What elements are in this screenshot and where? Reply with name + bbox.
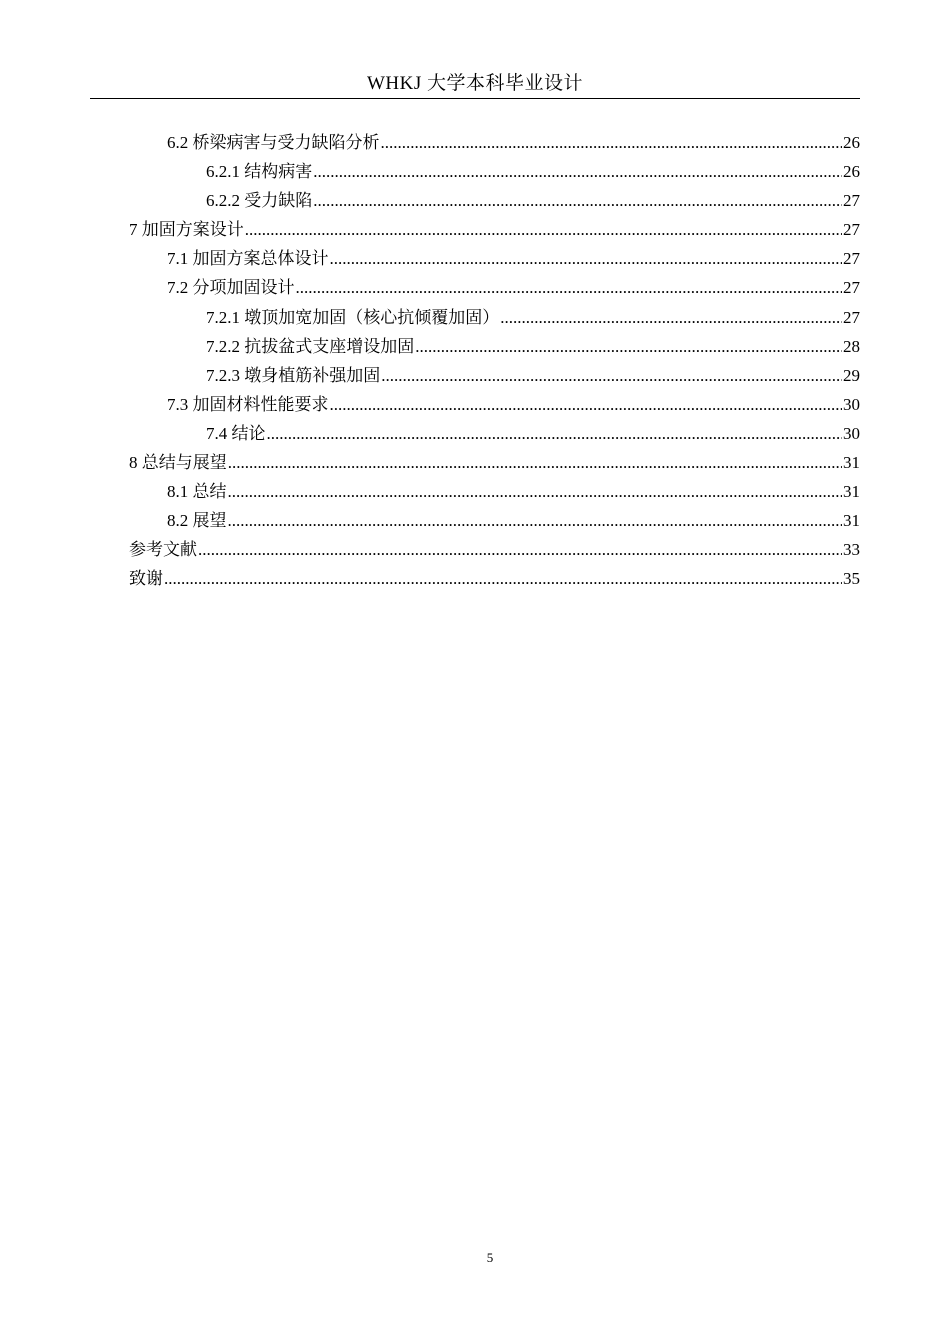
toc-entry-page: 27: [843, 278, 860, 298]
toc-entry[interactable]: [129, 273, 860, 302]
toc-dot-leader: [313, 186, 842, 215]
toc-entry-title: 6.2.1 结构病害: [206, 162, 313, 182]
toc-entry-title: 8.2 展望: [167, 511, 227, 531]
toc-dot-leader: [228, 477, 843, 506]
toc-entry-title: 7.2.3 墩身植筋补强加固: [206, 365, 381, 385]
toc-entry-title: 7.2.1 墩顶加宽加固（核心抗倾覆加固）: [206, 307, 500, 327]
toc-entry-page: 29: [843, 365, 860, 385]
toc-entry-page: 31: [843, 482, 860, 502]
toc-dot-leader: [381, 128, 843, 157]
toc-entry-page: 31: [843, 511, 860, 531]
toc-entry[interactable]: [129, 157, 860, 186]
toc-dot-leader: [164, 564, 842, 593]
toc-dot-leader: [228, 448, 842, 477]
toc-entry-page: 26: [843, 133, 860, 152]
toc-entry-page: 27: [843, 220, 860, 240]
toc-entry[interactable]: [129, 564, 860, 593]
toc-entry-title: 8.1 总结: [167, 482, 227, 502]
toc-entry-title: 6.2.2 受力缺陷: [206, 191, 313, 211]
toc-entry-page: 26: [843, 162, 860, 182]
toc-entry-title: 致谢: [129, 569, 163, 589]
page-header-title: WHKJ 大学本科毕业设计: [366, 73, 584, 94]
toc-entry-title: 6.2 桥梁病害与受力缺陷分析: [167, 133, 380, 152]
toc-dot-leader: [330, 244, 843, 273]
toc-dot-leader: [500, 303, 842, 332]
toc-entry[interactable]: [129, 506, 860, 535]
table-of-contents: [129, 128, 860, 594]
toc-dot-leader: [330, 390, 843, 419]
toc-dot-leader: [415, 332, 842, 361]
toc-entry-page: 28: [843, 336, 860, 356]
toc-entry[interactable]: [129, 361, 860, 390]
toc-dot-leader: [228, 506, 843, 535]
toc-entry[interactable]: [129, 419, 860, 448]
header-divider: [90, 98, 860, 99]
toc-dot-leader: [313, 157, 842, 186]
toc-entry[interactable]: [129, 535, 860, 564]
toc-dot-leader: [267, 419, 843, 448]
toc-entry-page: 35: [843, 569, 860, 589]
toc-entry[interactable]: [129, 303, 860, 332]
toc-entry-title: 7.4 结论: [206, 423, 266, 443]
toc-dot-leader: [381, 361, 842, 390]
toc-entry[interactable]: [129, 215, 860, 244]
toc-entry-title: 7.1 加固方案总体设计: [167, 249, 329, 269]
toc-entry-page: 27: [843, 191, 860, 211]
toc-dot-leader: [296, 273, 843, 302]
toc-entry-page: 27: [843, 307, 860, 327]
toc-entry[interactable]: [129, 448, 860, 477]
toc-entry[interactable]: [129, 332, 860, 361]
toc-entry-title: 7 加固方案设计: [129, 220, 244, 240]
toc-entry-page: 31: [843, 453, 860, 473]
toc-entry[interactable]: [129, 244, 860, 273]
toc-entry-title: 7.2 分项加固设计: [167, 278, 295, 298]
toc-entry-title: 8 总结与展望: [129, 453, 227, 473]
toc-entry-page: 33: [843, 540, 860, 560]
toc-dot-leader: [245, 215, 842, 244]
toc-entry-page: 30: [843, 423, 860, 443]
toc-entry[interactable]: [129, 128, 860, 157]
toc-entry-page: 27: [843, 249, 860, 269]
toc-entry-title: 7.3 加固材料性能要求: [167, 394, 329, 414]
page-number: 5: [486, 1250, 494, 1265]
toc-entry[interactable]: [129, 477, 860, 506]
toc-dot-leader: [198, 535, 842, 564]
toc-entry-title: 7.2.2 抗拔盆式支座增设加固: [206, 336, 415, 356]
toc-entry-page: 30: [843, 394, 860, 414]
toc-entry-title: 参考文献: [129, 540, 197, 560]
toc-entry[interactable]: [129, 390, 860, 419]
toc-entry[interactable]: [129, 186, 860, 215]
